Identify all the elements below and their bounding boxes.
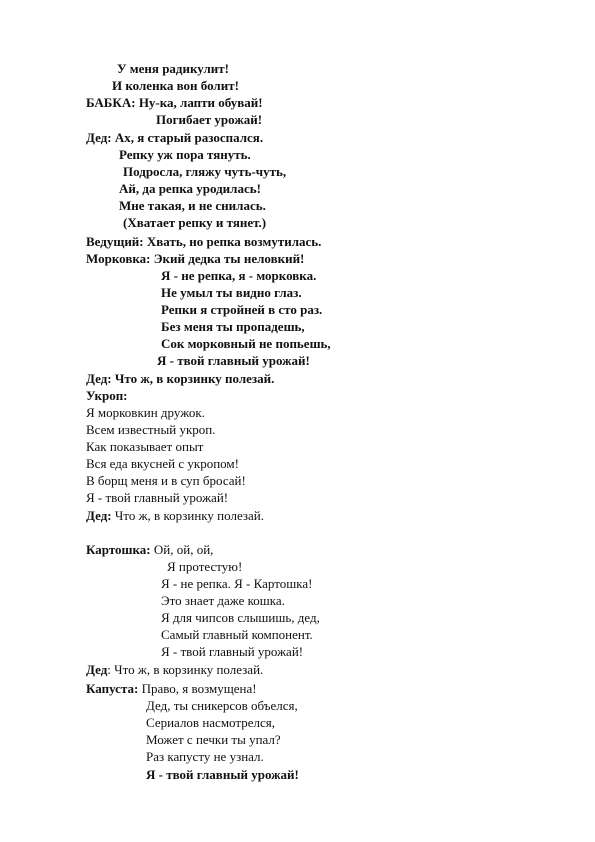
line-12 (86, 250, 304, 267)
line-40: Раз капусту не узнал. (146, 749, 264, 764)
speaker-name: Дед: (86, 371, 112, 386)
line-36 (86, 680, 257, 697)
line-18: Я - твой главный урожай! (157, 353, 310, 368)
speaker-name: Картошка: (86, 542, 151, 557)
speaker-name: Морковка: (86, 251, 151, 266)
line-7: Подросла, гляжу чуть-чуть, (123, 164, 287, 179)
line-text: Ну-ка, лапти обувай! (135, 95, 263, 110)
line-31: Это знает даже кошка. (161, 593, 285, 608)
line-38: Сериалов насмотрелся, (146, 715, 275, 730)
line-text: Право, я возмущена! (138, 681, 257, 696)
speaker-name: Дед: (86, 508, 112, 523)
line-24: Вся еда вкусней с укропом! (86, 456, 239, 471)
line-text: Что ж, в корзинку полезай. (111, 508, 264, 523)
line-2: И коленка вон болит! (112, 78, 239, 93)
speaker-name: Капуста: (86, 681, 139, 696)
line-15: Репки я стройней в сто раз. (161, 302, 323, 317)
line-35 (86, 661, 263, 678)
line-21: Я морковкин дружок. (86, 405, 205, 420)
line-10: (Хватает репку и тянет.) (123, 215, 267, 230)
line-8: Ай, да репка уродилась! (119, 181, 261, 196)
line-text: Экий дедка ты неловкий! (150, 251, 305, 266)
line-25: В борщ меня и в суп бросай! (86, 473, 246, 488)
line-30: Я - не репка. Я - Картошка! (161, 576, 313, 591)
line-1: У меня радикулит! (117, 61, 229, 76)
line-34: Я - твой главный урожай! (161, 644, 304, 659)
line-16: Без меня ты пропадешь, (161, 319, 305, 334)
line-11 (86, 233, 321, 250)
line-26: Я - твой главный урожай! (86, 490, 229, 505)
line-14: Не умыл ты видно глаз. (161, 285, 302, 300)
speaker-name: Дед (86, 662, 108, 677)
line-3 (86, 94, 263, 111)
line-27 (86, 507, 264, 524)
line-17: Сок морковный не попьешь, (161, 336, 331, 351)
speaker-name: Дед: (86, 130, 112, 145)
line-text: Что ж, в корзинку полезай. (111, 371, 275, 386)
line-4: Погибает урожай! (156, 112, 263, 127)
line-33: Самый главный компонент. (161, 627, 313, 642)
line-22: Всем известный укроп. (86, 422, 216, 437)
line-text: Хвать, но репка возмутилась. (143, 234, 322, 249)
line-19 (86, 370, 274, 387)
line-6: Репку уж пора тянуть. (119, 147, 251, 162)
line-37: Дед, ты сникерсов объелся, (146, 698, 298, 713)
line-5 (86, 129, 263, 146)
line-13: Я - не репка, я - морковка. (161, 268, 317, 283)
line-text: Ах, я старый разоспался. (111, 130, 264, 145)
line-41: Я - твой главный урожай! (146, 767, 299, 782)
line-text: Ой, ой, ой, (150, 542, 214, 557)
line-9: Мне такая, и не снилась. (119, 198, 266, 213)
speaker-name: Ведущий: (86, 234, 144, 249)
line-20: Укроп: (86, 388, 128, 403)
line-23: Как показывает опыт (86, 439, 204, 454)
speaker-name: БАБКА: (86, 95, 136, 110)
line-29: Я протестую! (167, 559, 243, 574)
line-32: Я для чипсов слышишь, дед, (161, 610, 320, 625)
line-text: : Что ж, в корзинку полезай. (107, 662, 264, 677)
line-39: Может с печки ты упал? (146, 732, 281, 747)
line-28 (86, 541, 213, 558)
